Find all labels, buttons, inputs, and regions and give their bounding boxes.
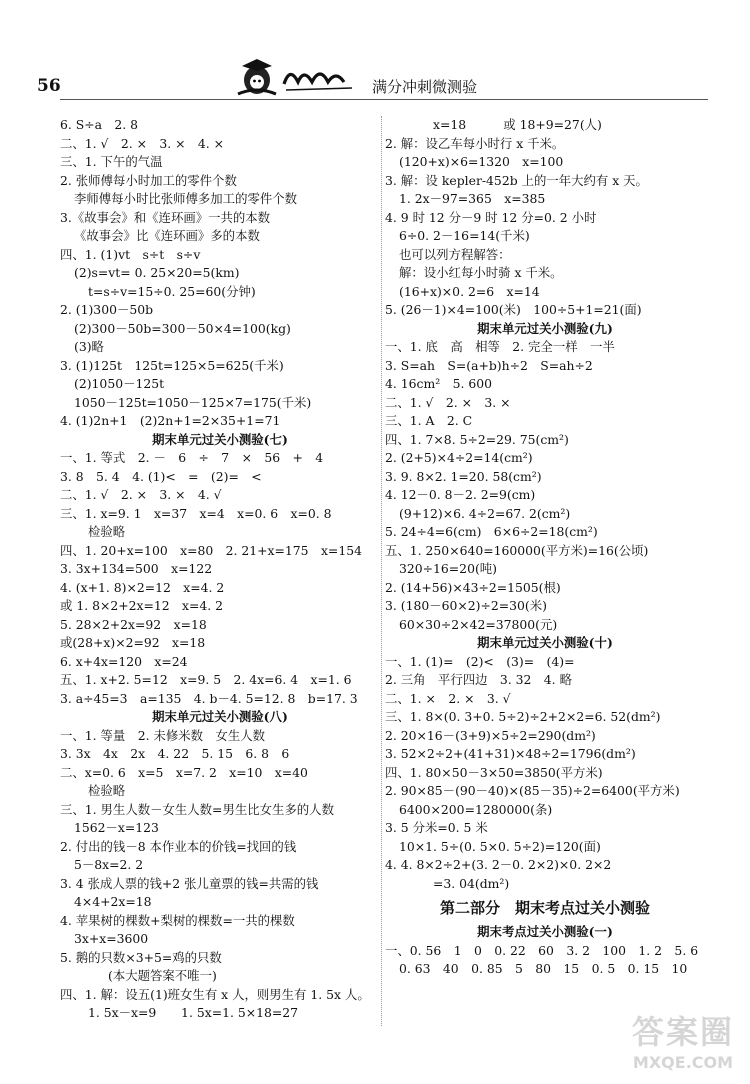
header-rule — [60, 99, 708, 100]
answer-line: 4×4+2x=18 — [74, 894, 152, 909]
answer-line: 2. 90×85－(90－40)×(85－35)÷2=6400(平方米) — [385, 783, 680, 798]
answer-line: 四、1. 7×8. 5÷2=29. 75(cm²) — [385, 431, 569, 447]
answer-line: 10×1. 5÷(0. 5×0. 5÷2)=120(面) — [399, 838, 601, 854]
answer-line: 四、1. (1)vt s÷t s÷v — [60, 246, 201, 262]
answer-line: 也可以列方程解答： — [399, 246, 511, 262]
answer-line: =3. 04(dm²) — [433, 875, 510, 891]
answer-line: 3. (1)125t 125t=125×5=625(千米) — [60, 357, 284, 373]
answer-line: 一、1. 底 高 相等 2. 完全一样 一半 — [385, 339, 615, 354]
answer-line: 320÷16=20(吨) — [399, 561, 498, 576]
answer-line: 三、1. x=9. 1 x=37 x=4 x=0. 6 x=0. 8 — [60, 505, 332, 521]
answer-line: 解：设小红每小时骑 x 千米。 — [399, 265, 563, 280]
section-heading: 第二部分 期末考点过关小测验 — [439, 899, 650, 917]
answer-line: 三、1. 下午的气温 — [60, 154, 163, 169]
answer-line: 四、1. 20+x=100 x=80 2. 21+x=175 x=154 — [60, 542, 362, 558]
section-heading: 期末单元过关小测验(七) — [152, 431, 288, 447]
answer-line: 60×30÷2×42=37800(元) — [399, 616, 558, 632]
answer-line: 4. (1)2n+1 (2)2n+1=2×35+1=71 — [60, 413, 281, 428]
mascot-logo-icon — [232, 54, 362, 100]
answer-line: 一、1. (1)= (2)< (3)= (4)= — [385, 653, 575, 669]
column-divider — [381, 116, 382, 1026]
answer-line: (9+12)×6. 4÷2=67. 2(cm²) — [399, 505, 571, 521]
answer-line: 或(28+x)×2=92 x=18 — [60, 635, 206, 650]
section-heading: 期末考点过关小测验(一) — [477, 924, 613, 939]
answer-line: 2. (2+5)×4÷2=14(cm²) — [385, 450, 533, 465]
answer-line: (本大题答案不唯一) — [108, 968, 217, 983]
answer-line: 4. 9 时 12 分－9 时 12 分=0. 2 小时 — [385, 209, 597, 225]
answer-line: 3. 4 张成人票的钱+2 张儿童票的钱=共需的钱 — [60, 875, 319, 891]
watermark-url: MXQE.COM — [632, 1053, 734, 1072]
answer-line: x=18 或 18+9=27(人) — [433, 117, 602, 132]
answer-line: 一、1. 等式 2. － 6 ÷ 7 × 56 + 4 — [60, 450, 324, 465]
answer-line: (16+x)×0. 2=6 x=14 — [399, 283, 540, 299]
answer-line: 0. 63 40 0. 85 5 80 15 0. 5 0. 15 10 — [399, 961, 688, 976]
answer-line: 二、1. × 2. × 3. √ — [385, 690, 511, 706]
answer-line: (2)1050－125t — [74, 376, 165, 391]
answer-line: 5. 28×2+2x=92 x=18 — [60, 616, 207, 632]
answer-line: (120+x)×6=1320 x=100 — [399, 154, 564, 169]
answer-line: 2. (1)300－50b — [60, 302, 154, 317]
answer-column-left — [60, 116, 380, 1023]
answer-line: 5. (26－1)×4=100(米) 100÷5+1=21(面) — [385, 302, 642, 317]
answer-line: 四、1. 解：设五(1)班女生有 x 人，则男生有 1. 5x 人。 — [60, 986, 370, 1002]
answer-line: 二、x=0. 6 x=5 x=7. 2 x=10 x=40 — [60, 764, 308, 780]
answer-line: 3. 52×2÷2+(41+31)×48÷2=1796(dm²) — [385, 746, 636, 761]
answer-line: 《故事会》比《连环画》多的本数 — [74, 228, 260, 243]
answer-line: 3. 5 分米=0. 5 米 — [385, 820, 488, 835]
answer-line: 6÷0. 2－16=14(千米) — [399, 228, 530, 243]
answer-line: 1562－x=123 — [74, 820, 159, 835]
answer-line: 3. 9. 8×2. 1=20. 58(cm²) — [385, 468, 542, 484]
answer-line: 或 1. 8×2+2x=12 x=4. 2 — [60, 598, 224, 613]
answer-line: 三、1. A 2. C — [385, 413, 473, 428]
answer-line: 5－8x=2. 2 — [74, 857, 144, 872]
answer-line: 五、1. 250×640=160000(平方米)=16(公顷) — [385, 542, 649, 558]
answer-line: 2. 张师傅每小时加工的零件个数 — [60, 172, 237, 188]
answer-column-right — [385, 116, 705, 979]
answer-line: 4. 12－0. 8－2. 2=9(cm) — [385, 487, 536, 502]
answer-line: 1050－125t=1050－125×7=175(千米) — [74, 394, 312, 410]
answer-line: 三、1. 8×(0. 3+0. 5÷2)÷2+2×2=6. 52(dm²) — [385, 709, 661, 724]
answer-line: 3. 3x+134=500 x=122 — [60, 561, 213, 576]
page-number: 56 — [37, 76, 61, 96]
answer-line: 2. 解：设乙车每小时行 x 千米。 — [385, 135, 565, 151]
section-heading: 期末单元过关小测验(九) — [477, 320, 613, 336]
answer-line: 二、1. √ 2. × 3. × — [385, 394, 511, 410]
answer-line: 6. S÷a 2. 8 — [60, 117, 139, 132]
answer-line: 3. 8 5. 4 4. (1)< = (2)= < — [60, 468, 262, 484]
section-heading: 期末单元过关小测验(十) — [477, 635, 613, 650]
answer-line: 5. 24÷4=6(cm) 6×6÷2=18(cm²) — [385, 524, 598, 539]
answer-line: 4. 16cm² 5. 600 — [385, 376, 492, 391]
answer-line: 3. S=ah S=(a+b)h÷2 S=ah÷2 — [385, 357, 593, 373]
answer-line: (3)略 — [74, 339, 104, 354]
answer-line: t=s÷v=15÷0. 25=60(分钟) — [88, 283, 256, 299]
answer-line: 四、1. 80×50－3×50=3850(平方米) — [385, 764, 603, 780]
answer-line: 3. (180－60×2)÷2=30(米) — [385, 598, 547, 613]
answer-line: 2. (14+56)×43÷2=1505(根) — [385, 579, 561, 595]
answer-line: 二、1. √ 2. × 3. × 4. √ — [60, 487, 222, 502]
answer-line: 3x+x=3600 — [74, 931, 149, 946]
section-heading: 期末单元过关小测验(八) — [152, 709, 288, 724]
answer-line: 5. 鹅的只数×3+5=鸡的只数 — [60, 949, 222, 965]
answer-line: 3. 3x 4x 2x 4. 22 5. 15 6. 8 6 — [60, 746, 290, 761]
answer-line: 3. a÷45=3 a=135 4. b－4. 5=12. 8 b=17. 3 — [60, 690, 358, 706]
answer-line: 二、1. √ 2. × 3. × 4. × — [60, 135, 225, 151]
answer-line: (2)300－50b=300－50×4=100(kg) — [74, 320, 291, 336]
answer-line: 2. 付出的钱－8 本作业本的价钱=找回的钱 — [60, 838, 297, 854]
watermark-logo — [632, 1007, 734, 1072]
answer-line: 2. 三角 平行四边 3. 32 4. 略 — [385, 672, 572, 687]
answer-line: 三、1. 男生人数－女生人数=男生比女生多的人数 — [60, 801, 334, 817]
answer-line: 4. 4. 8×2÷2+(3. 2－0. 2×2)×0. 2×2 — [385, 857, 612, 872]
answer-line: 4. 苹果树的棵数+梨树的棵数=一共的棵数 — [60, 912, 295, 928]
answer-line: 3.《故事会》和《连环画》一共的本数 — [60, 209, 271, 225]
answer-line: 检验略 — [88, 524, 126, 539]
answer-line: 一、1. 等量 2. 未修米数 女生人数 — [60, 727, 265, 743]
answer-line: 一、0. 56 1 0 0. 22 60 3. 2 100 1. 2 5. 6 — [385, 942, 699, 958]
answer-line: 3. 解：设 kepler-452b 上的一年大约有 x 天。 — [385, 172, 648, 188]
brand-title: 满分冲刺微测验 — [372, 78, 478, 96]
watermark-title: 答案圈 — [631, 1013, 734, 1051]
answer-line: 6. x+4x=120 x=24 — [60, 653, 188, 669]
answer-line: 五、1. x+2. 5=12 x=9. 5 2. 4x=6. 4 x=1. 6 — [60, 672, 352, 687]
answer-line: 检验略 — [88, 783, 126, 798]
answer-line: 4. (x+1. 8)×2=12 x=4. 2 — [60, 579, 225, 595]
answer-line: (2)s=vt= 0. 25×20=5(km) — [74, 265, 240, 280]
answer-line: 6400×200=1280000(条) — [399, 801, 553, 817]
answer-line: 1. 5x－x=9 1. 5x=1. 5×18=27 — [88, 1005, 299, 1020]
answer-line: 李师傅每小时比张师傅多加工的零件个数 — [74, 191, 298, 206]
answer-line: 1. 2x－97=365 x=385 — [399, 191, 546, 206]
answer-line: 2. 20×16－(3+9)×5÷2=290(dm²) — [385, 727, 596, 743]
